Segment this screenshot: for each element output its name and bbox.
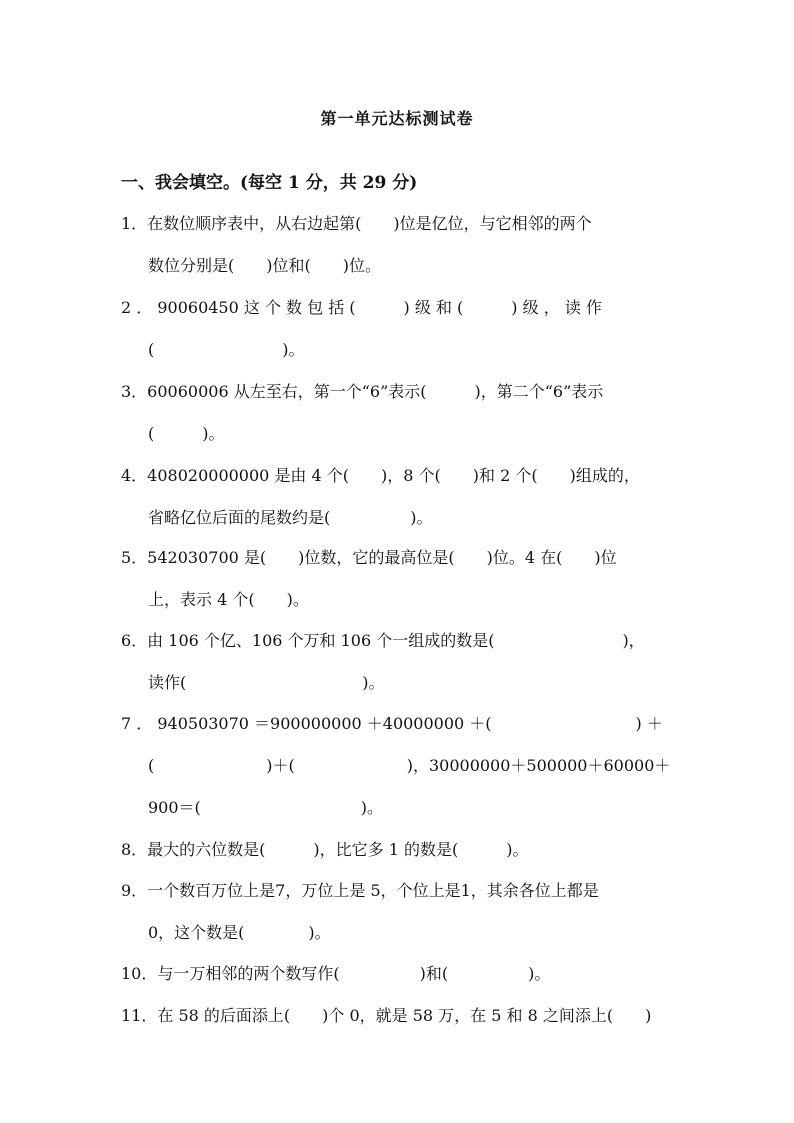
question-2-line-2: ( )。 — [148, 340, 305, 359]
question-5-line-2: 上，表示 4 个( )。 — [148, 590, 309, 609]
page-title: 第一单元达标测试卷 — [320, 109, 474, 128]
question-7-line-3: 900＝( )。 — [148, 798, 384, 817]
question-4-line-1: 4．408020000000 是由 4 个( )，8 个( )和 2 个( )组成的， — [121, 466, 640, 485]
question-6-line-2: 读作( )。 — [148, 673, 385, 692]
question-5-line-1: 5．542030700 是( )位数，它的最高位是( )位。4 在( )位 — [121, 548, 617, 567]
section-heading: 一、我会填空。(每空 1 分，共 29 分) — [121, 173, 418, 193]
question-6-line-1: 6．由 106 个亿、106 个万和 106 个一组成的数是( )， — [121, 631, 645, 650]
question-11-line-1: 11．在 58 的后面添上( )个 0，就是 58 万，在 5 和 8 之间添上( ) — [121, 1006, 652, 1025]
question-9-line-1: 9．一个数百万位上是7，万位上是 5，个位上是1，其余各位上都是 — [121, 881, 599, 900]
question-3-line-1: 3．60060006 从左至右，第一个“6”表示( )，第二个“6”表示 — [121, 382, 604, 401]
question-9-line-2: 0，这个数是( )。 — [148, 923, 331, 942]
question-7-line-1: 7 ． 940503070 ＝900000000 ＋40000000 ＋( ) ＋ — [121, 714, 663, 733]
question-2-line-1: 2 ． 90060450 这 个 数 包 括 ( ) 级 和 ( ) 级 ， 读 作 — [121, 298, 602, 317]
question-4-line-2: 省略亿位后面的尾数约是( )。 — [148, 508, 433, 527]
question-1-line-1: 1．在数位顺序表中，从右边起第( )位是亿位，与它相邻的两个 — [121, 214, 592, 233]
question-1-line-2: 数位分别是( )位和( )位。 — [148, 256, 381, 275]
question-3-line-2: ( )。 — [148, 424, 225, 443]
question-10-line-1: 10．与一万相邻的两个数写作( )和( )。 — [121, 964, 551, 983]
question-8-line-1: 8．最大的六位数是( )，比它多 1 的数是( )。 — [121, 840, 529, 859]
question-7-line-2: ( )＋( )，30000000＋500000＋60000＋ — [148, 756, 671, 775]
